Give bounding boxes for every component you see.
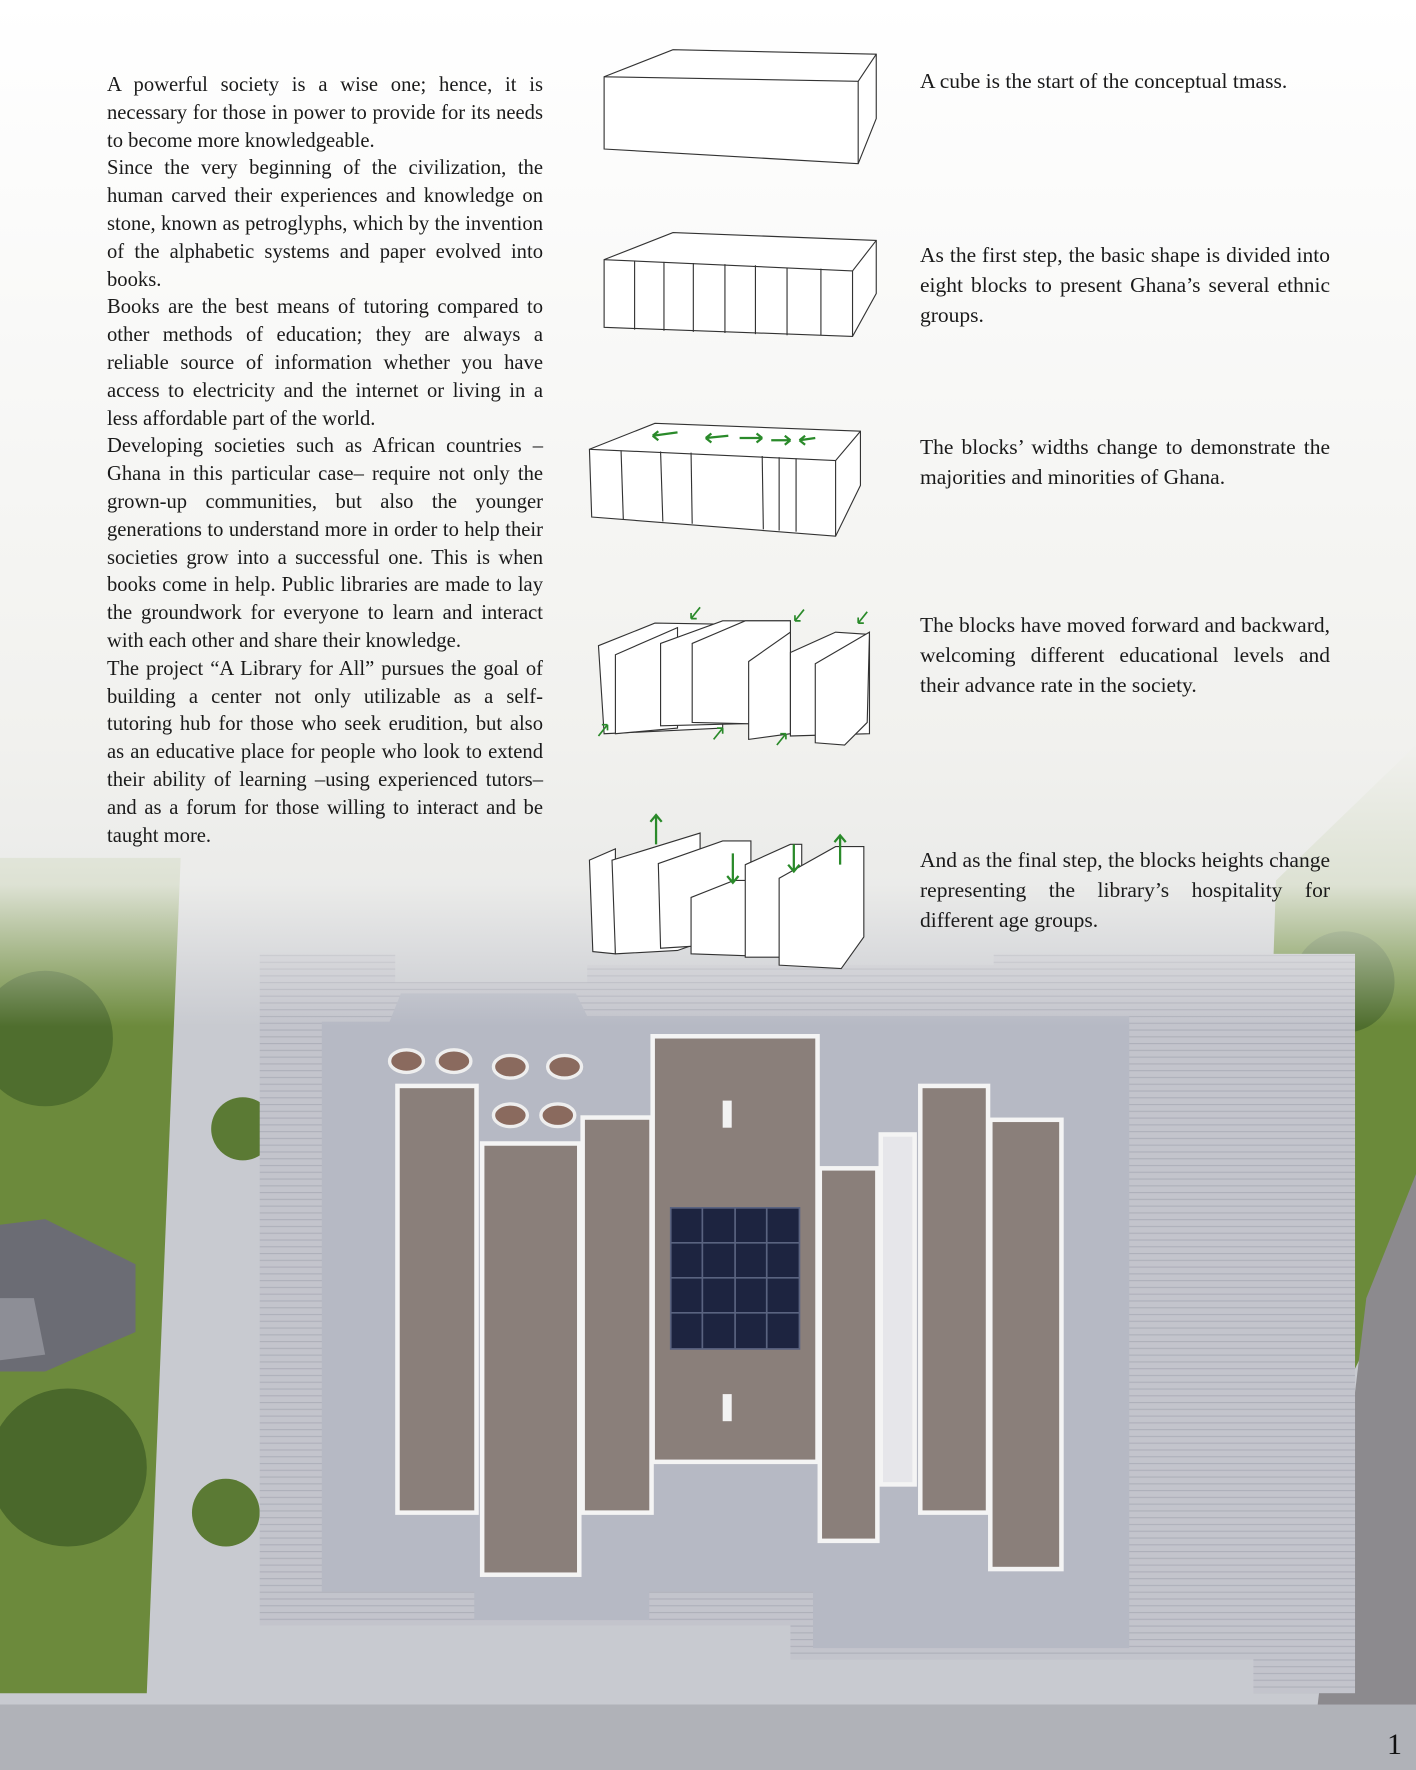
intro-paragraph: A powerful society is a wise one; hence, it is necessary for those in power to provide for its needs to become more knowledgeable.: [107, 74, 543, 152]
step-caption-5: And as the final step, the blocks heights change representing the library’s hospitality for different age groups.: [920, 848, 1330, 932]
step-caption-3: The blocks’ widths change to demonstrate the majorities and minorities of Ghana.: [920, 435, 1330, 489]
intro-paragraph: Books are the best means of tutoring compared to other methods of education; they are always a reliable source of information whether you have access to electricity and the internet or living in a less affordable part of the world.: [107, 296, 543, 430]
intro-paragraph: Developing societies such as African countries –Ghana in this particular case– require not only the grown-up communities, but also the younger generations to understand more in order to help their societies grow into a successful one. This is when books come in help. Public libraries are made to lay the groundwork for everyone to learn and interact with each other and share their knowledge.: [107, 435, 543, 652]
step-caption-4: The blocks have moved forward and backward, welcoming different educational levels and their advance rate in the society.: [920, 613, 1330, 697]
step-caption-1: A cube is the start of the conceptual tmass.: [920, 69, 1288, 93]
step-caption-2: As the first step, the basic shape is divided into eight blocks to present Ghana’s several ethnic groups.: [920, 243, 1330, 327]
intro-text: [107, 72, 543, 850]
page-number: 1: [1387, 1728, 1402, 1761]
diagram-widths: [589, 423, 860, 536]
diagram-eight-blocks: [604, 233, 876, 337]
diagram-cube: [604, 50, 876, 164]
intro-paragraph: Since the very beginning of the civilization, the human carved their experiences and knowledge on stone, known as petroglyphs, which by the invention of the alphabetic systems and paper evolved into books.: [107, 157, 543, 291]
intro-paragraph: The project “A Library for All” pursues the goal of building a center not only utilizable as a self-tutoring hub for those who seek erudition, but also as an educative place for people who look to extend their ability of learning –using experienced tutors– and as a forum for those willing to interact and be taught more.: [107, 657, 543, 847]
